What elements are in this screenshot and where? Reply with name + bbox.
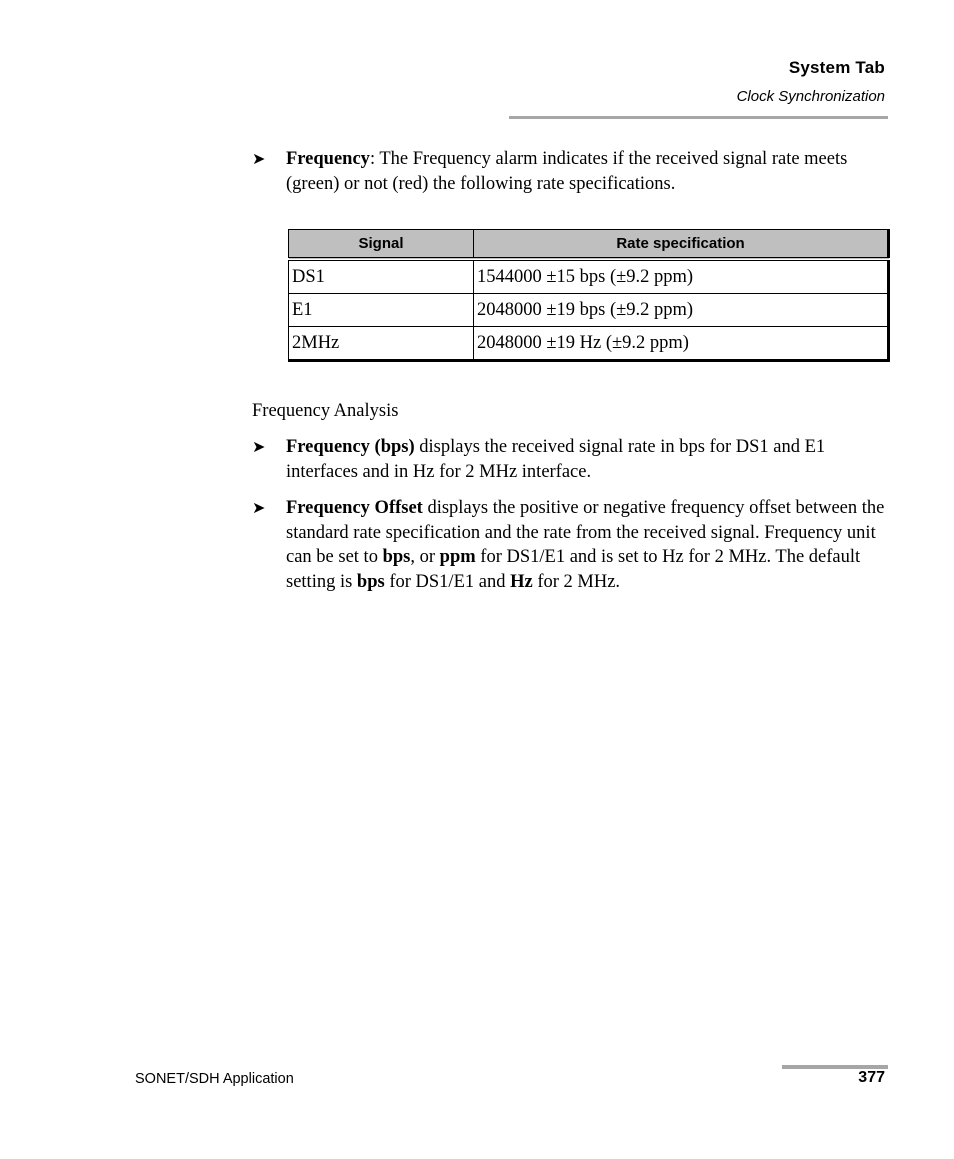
cell-signal: 2MHz <box>289 327 474 361</box>
table-header-row <box>289 230 889 260</box>
cell-rate: 1544000 ±15 bps (±9.2 ppm) <box>474 259 889 294</box>
header-divider <box>509 116 888 119</box>
frequency-analysis-label: Frequency Analysis <box>252 401 399 421</box>
page-number: 377 <box>858 1069 885 1086</box>
table-row <box>289 259 889 294</box>
unit-ppm: ppm <box>439 547 476 568</box>
bullet-arrow-icon: ➤ <box>252 498 266 517</box>
cell-rate: 2048000 ±19 bps (±9.2 ppm) <box>474 294 889 327</box>
frequency-bps-description: displays the received signal rate in bps for DS1 and E1 interfaces and in Hz for 2 MHz interface. <box>286 437 826 482</box>
default-hz: Hz <box>510 572 533 593</box>
table-row <box>289 294 889 327</box>
rate-spec-table <box>288 229 890 362</box>
unit-bps: bps <box>382 547 411 568</box>
bullet-arrow-icon: ➤ <box>252 437 266 456</box>
table-row <box>289 327 889 361</box>
offset-text-4: for DS1/E1 and <box>384 572 511 593</box>
bullet-frequency-offset <box>252 496 892 595</box>
col-header-signal: Signal <box>289 230 474 260</box>
cell-rate: 2048000 ±19 Hz (±9.2 ppm) <box>474 327 889 361</box>
offset-text-3: for DS1/E1 and is set to Hz for 2 MHz. The default setting is <box>286 547 861 593</box>
term-frequency-bps: Frequency (bps) <box>286 437 415 457</box>
section-subtitle: Clock Synchronization <box>736 88 885 105</box>
col-header-rate: Rate specification <box>474 230 889 260</box>
term-frequency-offset: Frequency Offset <box>286 498 423 518</box>
offset-text-2: , or <box>410 547 440 568</box>
bullet-frequency-bps <box>252 435 892 484</box>
default-bps: bps <box>356 572 385 593</box>
section-title: System Tab <box>788 58 885 77</box>
frequency-description: : The Frequency alarm indicates if the received signal rate meets (green) or not (red) the following rate specifications. <box>286 149 848 194</box>
cell-signal: E1 <box>289 294 474 327</box>
offset-text-1: displays the positive or negative frequency offset between the standard rate specification and the rate from the received signal. Frequency unit can be set to <box>286 498 885 568</box>
footer-doc-title: SONET/SDH Application <box>135 1071 294 1087</box>
offset-text-5: for 2 MHz. <box>532 572 621 593</box>
bullet-arrow-icon: ➤ <box>252 149 266 168</box>
bullet-frequency <box>252 147 892 196</box>
cell-signal: DS1 <box>289 259 474 294</box>
term-frequency: Frequency <box>286 149 370 169</box>
